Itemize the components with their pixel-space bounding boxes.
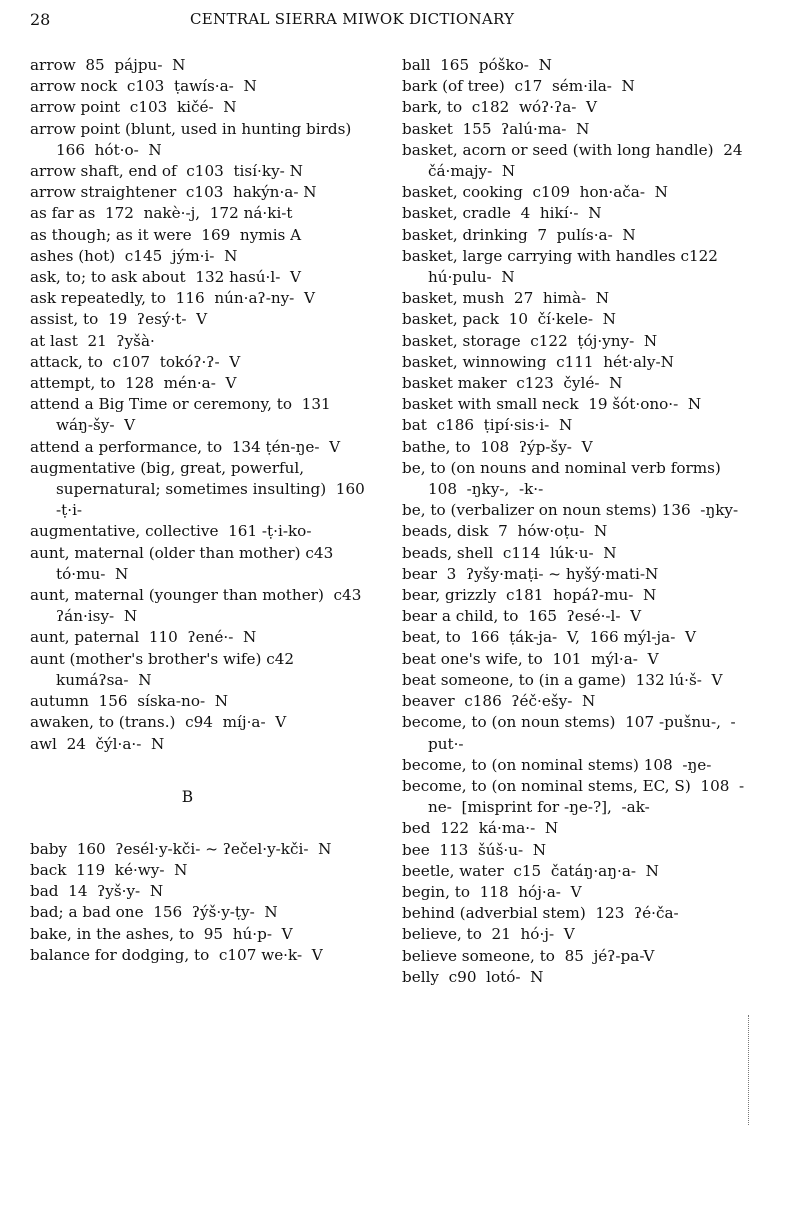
dictionary-entry: believe, to 21 hó·j- V <box>402 925 575 944</box>
dictionary-entry: become, to (on noun stems) 107 -pušnu-, -put·- <box>402 713 736 753</box>
dictionary-entry: become, to (on nominal stems, EC, S) 108 -ne- [misprint for -ŋe-?], -ak- <box>402 776 745 817</box>
dictionary-entry: beat, to 166 ṭák-ja- V, 166 mýl-ja- V <box>402 628 696 647</box>
dictionary-entry: attend a performance, to 134 ṭén-ŋe- V <box>30 437 341 456</box>
dictionary-entry: ask, to; to ask about 132 hasú·l- V <box>30 268 301 287</box>
dictionary-entry: awaken, to (trans.) c94 míj·a- V <box>30 713 287 732</box>
dictionary-entry: basket with small neck 19 šót·ono·- N <box>402 395 702 414</box>
dictionary-entry: basket, drinking 7 pulís·a- N <box>402 225 636 244</box>
dictionary-entry: bear, grizzly c181 hopáʔ-mu- N <box>402 586 657 605</box>
dictionary-entry: beetle, water c15 čatáŋ·aŋ·a- N <box>402 861 659 880</box>
dictionary-entry: assist, to 19 ʔesý·t- V <box>30 310 208 329</box>
dictionary-entry: augmentative, collective 161 -ṭ·i-ko- <box>30 522 312 541</box>
dictionary-entry: bear a child, to 165 ʔesé·-l- V <box>402 607 642 626</box>
dictionary-entry: ashes (hot) c145 jým·i- N <box>30 246 238 265</box>
dictionary-entry: basket, pack 10 čí·kele- N <box>402 310 616 329</box>
dictionary-entry: behind (adverbial stem) 123 ʔé·ča- <box>402 904 679 923</box>
dictionary-entry: aunt, maternal (older than mother) c43 tó·mu- N <box>30 543 343 583</box>
dictionary-entry: basket, storage c122 ṭój·yny- N <box>402 331 658 350</box>
dictionary-entry: autumn 156 síska-no- N <box>30 692 229 711</box>
dictionary-entry: beaver c186 ʔéč·ešy- N <box>402 692 596 711</box>
dictionary-entry: ask repeatedly, to 116 nún·aʔ-ny- V <box>30 289 315 308</box>
dictionary-entry: arrow shaft, end of c103 tisí·ky- N <box>30 162 303 181</box>
dictionary-entry: beads, shell c114 lúk·u- N <box>402 543 617 562</box>
dictionary-entry: aunt, maternal (younger than mother) c43 ʔán·isy- N <box>30 586 372 626</box>
dictionary-entry: bake, in the ashes, to 95 hú·p- V <box>30 924 293 943</box>
page-number: 28 <box>30 10 51 29</box>
dictionary-entry: bad; a bad one 156 ʔýš·y-ṭy- N <box>30 903 278 922</box>
dictionary-entry: attend a Big Time or ceremony, to 131 wáŋ-šy- V <box>30 395 341 435</box>
dictionary-entry: back 119 ké·wy- N <box>30 860 188 879</box>
dictionary-entry: beat someone, to (in a game) 132 lú·š- V <box>402 670 723 689</box>
dictionary-entry: bathe, to 108 ʔýp-šy- V <box>402 437 593 456</box>
dictionary-entry: bat c186 ṭipí·sis·i- N <box>402 416 573 435</box>
dictionary-entry: bark, to c182 wóʔ·ʔa- V <box>402 98 598 117</box>
dictionary-entry: bee 113 šúš·u- N <box>402 840 547 859</box>
dictionary-entry: arrow nock c103 ṭawís·a- N <box>30 77 257 96</box>
dictionary-entry: basket maker c123 čylé- N <box>402 374 623 393</box>
dictionary-entry: basket, cooking c109 hon·ača- N <box>402 183 668 202</box>
dictionary-entry: augmentative (big, great, powerful, supernatural; sometimes insulting) 160 -ṭ·i- <box>30 458 375 520</box>
dictionary-entry: believe someone, to 85 jéʔ-pa-V <box>402 946 655 965</box>
dictionary-entry: bear 3 ʔyšy·maṭi- ~ hyšý·mati-N <box>402 564 659 583</box>
running-title: CENTRAL SIERRA MIWOK DICTIONARY <box>190 10 515 28</box>
scan-edge-mark <box>748 1015 751 1125</box>
dictionary-entry: basket, winnowing c111 hét·aly-N <box>402 352 674 371</box>
dictionary-entry: belly c90 lotó- N <box>402 967 544 986</box>
dictionary-entry: become, to (on nominal stems) 108 -ŋe- <box>402 755 712 774</box>
dictionary-entry: basket, mush 27 himà- N <box>402 289 610 308</box>
dictionary-entry: at last 21 ʔyšà· <box>30 331 155 350</box>
dictionary-entry: basket, acorn or seed (with long handle) 24 čá·majy- N <box>402 140 753 181</box>
dictionary-entry: ball 165 póško- N <box>402 56 552 74</box>
dictionary-entry: as far as 172 nakè·-j, 172 ná·ki-t <box>30 204 293 223</box>
dictionary-entry: be, to (verbalizer on noun stems) 136 -ŋky- <box>402 501 739 520</box>
dictionary-entry: baby 160 ʔesél·y-kči- ~ ʔečel·y-kči- N <box>30 839 332 858</box>
dictionary-entry: basket 155 ʔalú·ma- N <box>402 119 590 138</box>
dictionary-entry: awl 24 čýl·a·- N <box>30 734 165 753</box>
dictionary-entry: beads, disk 7 hów·oṭu- N <box>402 522 608 541</box>
dictionary-entry: arrow point c103 kičé- N <box>30 98 237 117</box>
dictionary-entry: be, to (on nouns and nominal verb forms) 108 -ŋky-, -k·- <box>402 458 731 499</box>
dictionary-entry: bed 122 ká·ma·- N <box>402 819 559 838</box>
dictionary-entry: arrow straightener c103 hakýn·a- N <box>30 183 317 202</box>
page-header <box>30 10 770 34</box>
dictionary-entry: as though; as it were 169 nymis A <box>30 225 302 244</box>
left-column <box>30 55 375 966</box>
dictionary-entry: begin, to 118 hój·a- V <box>402 882 582 901</box>
section-heading-b: B <box>181 787 194 806</box>
dictionary-entry: basket, cradle 4 hikí·- N <box>402 204 602 223</box>
dictionary-entry: bark (of tree) c17 sém·ila- N <box>402 77 635 96</box>
dictionary-entry: beat one's wife, to 101 mýl·a- V <box>402 649 659 668</box>
dictionary-entry: arrow 85 pájpu- N <box>30 56 186 74</box>
dictionary-entry: bad 14 ʔyš·y- N <box>30 882 164 901</box>
dictionary-entry: basket, large carrying with handles c122 hú·pulu- N <box>402 246 728 287</box>
dictionary-entry: attack, to c107 tokóʔ·ʔ- V <box>30 352 241 371</box>
dictionary-entry: arrow point (blunt, used in hunting birds) 166 hót·o- N <box>30 119 361 159</box>
dictionary-entry: attempt, to 128 mén·a- V <box>30 374 237 393</box>
dictionary-entry: balance for dodging, to c107 we·k- V <box>30 945 323 964</box>
dictionary-entry: aunt, paternal 110 ʔené·- N <box>30 628 257 647</box>
dictionary-entry: aunt (mother's brother's wife) c42 kumáʔsa- N <box>30 649 304 689</box>
right-column <box>402 55 753 988</box>
